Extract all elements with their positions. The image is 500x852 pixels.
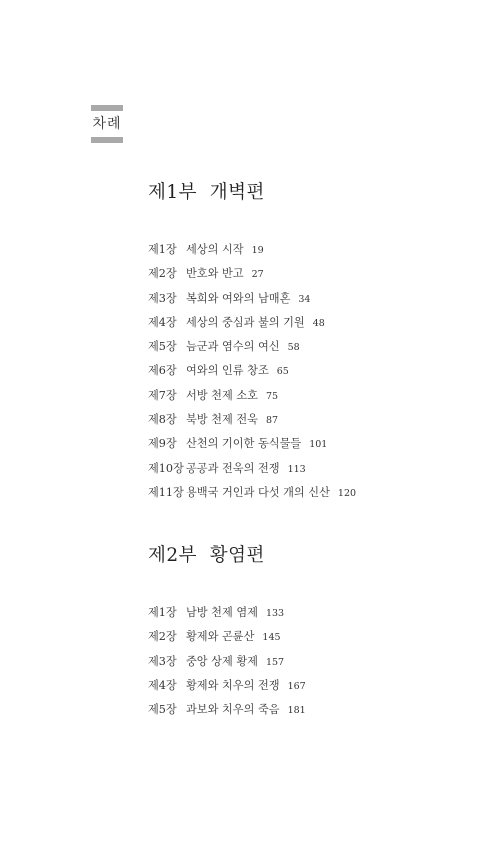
chapter-entry — [148, 287, 356, 311]
chapter-number: 제1장 — [148, 243, 177, 256]
page-number: 167 — [287, 680, 306, 692]
chapter-entry — [148, 674, 306, 698]
chapter-number: 제11장 — [148, 485, 184, 499]
chapter-title: 북방 천제 전욱 — [186, 413, 258, 427]
toc-title: 차례 — [92, 116, 122, 132]
chapter-number: 제3장 — [148, 654, 177, 668]
chapter-number: 제2장 — [148, 267, 177, 281]
chapter-title: 늠군과 염수의 여신 — [186, 340, 280, 354]
chapter-title: 반호와 반고 — [186, 267, 244, 281]
page-number: 34 — [298, 293, 311, 305]
page-number: 157 — [265, 656, 285, 668]
page-number: 27 — [251, 269, 264, 281]
page-number: 101 — [309, 439, 328, 451]
chapter-entry — [148, 262, 356, 286]
chapter-entry — [148, 311, 356, 335]
page-number: 87 — [265, 415, 279, 427]
page-number: 181 — [287, 705, 306, 717]
chapter-number: 제1장 — [148, 606, 177, 619]
chapter-title: 세상의 시작 — [186, 243, 244, 256]
chapter-number: 제10장 — [148, 461, 184, 475]
chapter-number: 제3장 — [148, 291, 177, 305]
chapter-number: 제7장 — [148, 388, 177, 402]
chapter-number: 제4장 — [148, 678, 177, 692]
chapter-entry — [148, 432, 356, 456]
chapter-title: 중앙 상제 황제 — [186, 654, 258, 668]
page-number: 133 — [265, 608, 285, 619]
chapter-number: 제8장 — [148, 413, 177, 427]
chapter-title: 서방 천제 소호 — [186, 388, 258, 402]
chapter-entry — [148, 625, 306, 649]
chapter-list — [148, 601, 306, 722]
toc-header — [91, 105, 123, 143]
page-number: 58 — [287, 342, 300, 354]
chapter-title: 세상의 중심과 불의 기원 — [186, 315, 305, 329]
page-number: 19 — [251, 245, 264, 256]
bottom-divider — [91, 137, 123, 143]
chapter-title: 황제와 치우의 전쟁 — [186, 678, 280, 692]
chapter-entry — [148, 384, 356, 408]
part-1 — [148, 178, 356, 505]
chapter-number: 제9장 — [148, 437, 177, 451]
chapter-entry — [148, 408, 356, 432]
page-number: 145 — [262, 632, 281, 644]
page-number: 65 — [276, 366, 289, 378]
part-title: 제1부 개벽편 — [148, 182, 265, 203]
page-number: 120 — [337, 487, 357, 499]
chapter-entry — [148, 238, 356, 262]
page-number: 75 — [265, 390, 279, 402]
chapter-number: 제5장 — [148, 703, 177, 717]
chapter-entry — [148, 650, 306, 674]
chapter-number: 제5장 — [148, 340, 177, 354]
page-number: 113 — [287, 463, 306, 475]
part-2 — [148, 541, 306, 722]
chapter-title: 공공과 전욱의 전쟁 — [186, 461, 280, 475]
chapter-number: 제4장 — [148, 315, 177, 329]
chapter-title: 남방 천제 염제 — [186, 606, 258, 619]
chapter-number: 제6장 — [148, 364, 177, 378]
chapter-number: 제2장 — [148, 630, 177, 644]
chapter-title: 복희와 여와의 남매혼 — [186, 291, 291, 305]
chapter-entry — [148, 335, 356, 359]
chapter-entry — [148, 359, 356, 383]
chapter-entry — [148, 698, 306, 722]
chapter-entry — [148, 481, 356, 505]
chapter-title: 여와의 인류 창조 — [186, 364, 269, 378]
chapter-entry — [148, 457, 356, 481]
part-title: 제2부 황염편 — [148, 545, 265, 566]
page-number: 48 — [312, 317, 325, 329]
chapter-list — [148, 238, 356, 505]
chapter-title: 산천의 기이한 동식물들 — [186, 437, 302, 451]
chapter-title: 용백국 거인과 다섯 개의 신산 — [186, 485, 330, 499]
chapter-title: 황제와 곤륜산 — [186, 630, 255, 644]
chapter-entry — [148, 601, 306, 625]
chapter-title: 과보와 치우의 죽음 — [186, 703, 280, 717]
